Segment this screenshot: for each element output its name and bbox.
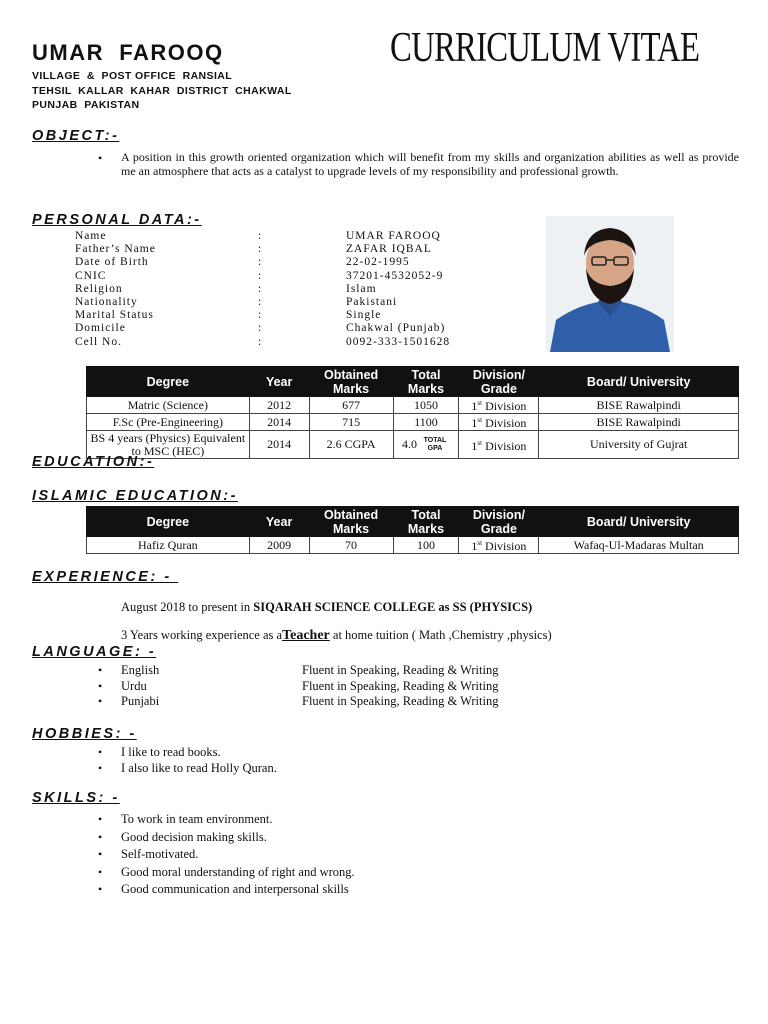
- experience-line-2: [121, 628, 552, 644]
- experience-role: Teacher: [282, 628, 330, 643]
- skill-item: Good communication and interpersonal skills: [121, 882, 349, 896]
- cell-board: University of Gujrat: [539, 431, 739, 459]
- personal-colon: :: [258, 296, 262, 308]
- address-line-2: TEHSIL KALLAR KAHAR DISTRICT CHAKWAL: [32, 85, 292, 97]
- personal-label: Name: [75, 230, 107, 242]
- personal-value: UMAR FAROOQ: [346, 230, 441, 242]
- personal-colon: :: [258, 335, 262, 348]
- bullet-icon: •: [98, 745, 103, 759]
- language-level: Fluent in Speaking, Reading & Writing: [302, 678, 499, 693]
- division-text: Division: [482, 438, 527, 453]
- personal-colon: :: [258, 282, 262, 295]
- candidate-name: UMAR FAROOQ: [32, 40, 224, 65]
- cell-division: [459, 397, 539, 414]
- language-name: Punjabi: [121, 694, 160, 708]
- cell-obtained: 70: [309, 537, 393, 554]
- table-row: [87, 431, 739, 459]
- col-board: Board/ University: [539, 367, 739, 397]
- personal-colon: :: [258, 322, 262, 335]
- personal-value: 0092-333-1501628: [346, 335, 451, 348]
- language-level: Fluent in Speaking, Reading & Writing: [302, 694, 499, 708]
- address-line-3: PUNJAB PAKISTAN: [32, 99, 140, 111]
- personal-colon: :: [258, 243, 262, 256]
- personal-value: 37201-4532052-9: [346, 269, 444, 282]
- cell-division: [459, 414, 539, 431]
- cell-year: 2012: [249, 397, 309, 414]
- cell-total: 1100: [393, 414, 459, 431]
- col-obtained: Obtained Marks: [309, 507, 393, 537]
- division-num: 1: [471, 438, 478, 453]
- bullet-icon: •: [98, 864, 103, 879]
- cell-degree: Hafiz Quran: [87, 537, 250, 554]
- personal-label: Nationality: [75, 296, 138, 308]
- table-row: [87, 414, 739, 431]
- personal-label: Marital Status: [75, 309, 154, 322]
- bullet-icon: •: [98, 829, 103, 844]
- islamic-table-header: [87, 507, 739, 537]
- personal-colon: :: [258, 269, 262, 282]
- cell-year: 2014: [249, 431, 309, 459]
- skill-item: Good moral understanding of right and wrong.: [121, 864, 355, 879]
- education-table-header: [87, 367, 739, 397]
- col-degree: Degree: [87, 507, 250, 537]
- hobby-item: I also like to read Holly Quran.: [121, 761, 277, 775]
- section-objective-heading: OBJECT:-: [32, 128, 120, 144]
- experience-detail: at home tuition ( Math ,Chemistry ,physics): [329, 628, 552, 642]
- experience-date: August 2018 to present in: [121, 600, 254, 614]
- cell-obtained: 715: [309, 414, 393, 431]
- personal-label: Date of Birth: [75, 256, 149, 269]
- personal-value: Islam: [346, 282, 377, 295]
- col-total: Total Marks: [393, 367, 459, 397]
- total-value: 4.0: [401, 436, 417, 451]
- personal-colon: :: [258, 230, 262, 242]
- division-text: Division: [482, 539, 527, 553]
- personal-label: Religion: [75, 282, 123, 295]
- bullet-icon: •: [98, 761, 103, 775]
- personal-colon: :: [258, 309, 262, 322]
- personal-colon: :: [258, 256, 262, 269]
- cell-board: BISE Rawalpindi: [539, 397, 739, 414]
- col-division: Division/ Grade: [459, 367, 539, 397]
- division-num: 1: [471, 539, 478, 553]
- total-note: TOTAL GPA: [423, 436, 447, 452]
- personal-value: Pakistani: [346, 296, 398, 308]
- cell-obtained: 2.6 CGPA: [309, 431, 393, 459]
- division-num: 1: [471, 416, 478, 430]
- personal-value: ZAFAR IQBAL: [346, 243, 432, 256]
- person-avatar-icon: [546, 216, 674, 352]
- language-level: Fluent in Speaking, Reading & Writing: [302, 663, 499, 677]
- cell-degree: BS 4 years (Physics) Equivalent to MSC (HEC): [87, 431, 250, 459]
- cell-division: [459, 537, 539, 554]
- division-text: Division: [482, 399, 527, 413]
- col-degree: Degree: [87, 367, 250, 397]
- section-education-heading: EDUCATION:-: [32, 454, 155, 470]
- section-experience-heading: EXPERIENCE: -: [32, 569, 179, 585]
- division-sup: st: [477, 438, 483, 447]
- personal-label: Father’s Name: [75, 243, 156, 256]
- profile-photo: [546, 216, 674, 352]
- cell-year: 2009: [249, 537, 309, 554]
- bullet-icon: •: [98, 663, 103, 677]
- col-obtained: Obtained Marks: [309, 367, 393, 397]
- skill-item: Self-motivated.: [121, 847, 199, 861]
- division-text: Division: [482, 416, 527, 430]
- language-name: Urdu: [121, 678, 147, 693]
- cell-year: 2014: [249, 414, 309, 431]
- experience-line-1: [121, 600, 532, 615]
- cell-board: BISE Rawalpindi: [539, 414, 739, 431]
- bullet-icon: •: [98, 678, 103, 693]
- section-skills-heading: SKILLS: -: [32, 790, 120, 806]
- bullet-icon: •: [98, 847, 103, 861]
- division-num: 1: [471, 399, 478, 413]
- section-language-heading: LANGUAGE: -: [32, 644, 157, 660]
- personal-value: Single: [346, 309, 382, 322]
- col-total: Total Marks: [393, 507, 459, 537]
- personal-value: Chakwal (Punjab): [346, 322, 446, 335]
- personal-label: Domicile: [75, 322, 126, 335]
- personal-label: CNIC: [75, 269, 107, 282]
- col-year: Year: [249, 507, 309, 537]
- division-sup: st: [477, 416, 483, 424]
- address-line-1: VILLAGE & POST OFFICE RANSIAL: [32, 70, 233, 82]
- cell-total: [393, 431, 459, 459]
- cell-total: 100: [393, 537, 459, 554]
- cell-degree: F.Sc (Pre-Engineering): [87, 414, 250, 431]
- personal-value: 22-02-1995: [346, 256, 410, 269]
- language-name: English: [121, 663, 160, 677]
- section-islamic-heading: ISLAMIC EDUCATION:-: [32, 488, 238, 504]
- table-row: [87, 537, 739, 554]
- skill-item: To work in team environment.: [121, 812, 273, 826]
- islamic-education-table: [86, 506, 739, 554]
- section-hobbies-heading: HOBBIES: -: [32, 726, 137, 742]
- cell-board: Wafaq-Ul-Madaras Multan: [539, 537, 739, 554]
- bullet-icon: •: [98, 151, 103, 165]
- section-personal-heading: PERSONAL DATA:-: [32, 212, 202, 228]
- experience-employer: SIQARAH SCIENCE COLLEGE as SS (PHYSICS): [253, 600, 533, 614]
- cell-division: [459, 431, 539, 459]
- col-board: Board/ University: [539, 507, 739, 537]
- bullet-icon: •: [98, 882, 103, 896]
- skill-item: Good decision making skills.: [121, 829, 267, 844]
- division-sup: st: [477, 399, 483, 407]
- cell-degree: Matric (Science): [87, 397, 250, 414]
- bullet-icon: •: [98, 812, 103, 826]
- col-division: Division/ Grade: [459, 507, 539, 537]
- document-title: CURRICULUM VITAE: [390, 25, 700, 71]
- objective-text: A position in this growth oriented organization which will benefit from my skills and organization abilities as well as provide me an atmosphere that acts as a catalyst to upgrade levels of my responsibility and professional growth.: [121, 150, 739, 178]
- col-year: Year: [249, 367, 309, 397]
- cell-obtained: 677: [309, 397, 393, 414]
- hobby-item: I like to read books.: [121, 745, 221, 759]
- table-row: [87, 397, 739, 414]
- division-sup: st: [477, 539, 483, 547]
- bullet-icon: •: [98, 694, 103, 708]
- personal-label: Cell No.: [75, 335, 122, 348]
- education-table: [86, 366, 739, 459]
- cell-total: 1050: [393, 397, 459, 414]
- experience-summary: 3 Years working experience as a: [121, 628, 283, 642]
